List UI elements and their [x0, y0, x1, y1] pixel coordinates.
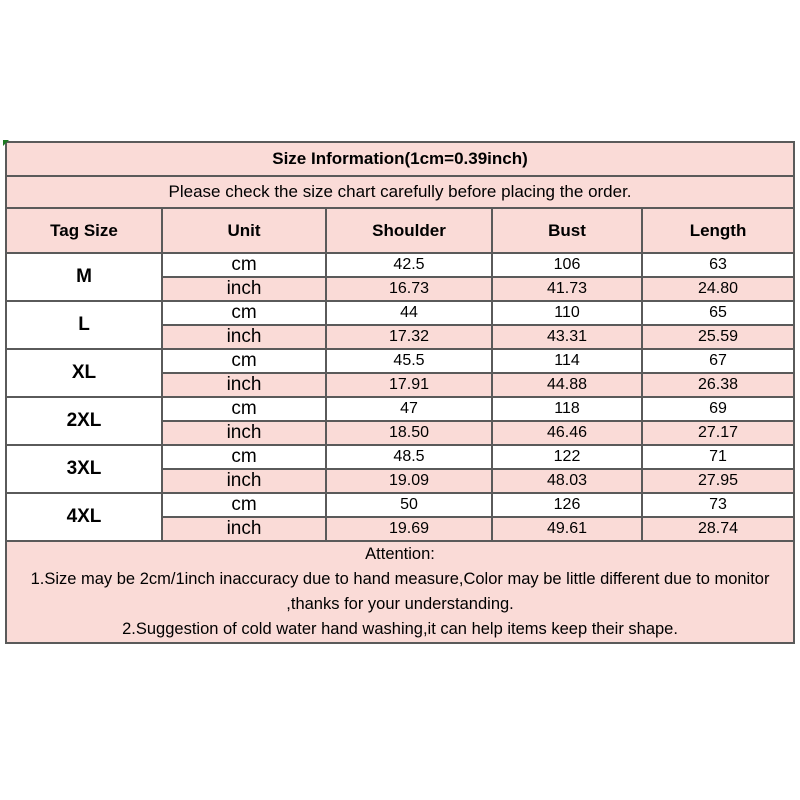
cell-4xl-length-inch: 28.74 [642, 517, 794, 541]
table-row [6, 253, 794, 277]
size-label-l: L [6, 301, 162, 349]
cell-xl-shoulder-inch: 17.91 [326, 373, 492, 397]
column-header-tag-size: Tag Size [6, 208, 162, 253]
corner-artifact [3, 140, 9, 146]
unit-cm-label: cm [162, 253, 326, 277]
unit-inch-label: inch [162, 325, 326, 349]
table-row [6, 493, 794, 517]
unit-inch-label: inch [162, 421, 326, 445]
cell-l-bust-inch: 43.31 [492, 325, 642, 349]
column-header-row [6, 208, 794, 253]
cell-m-bust-cm: 106 [492, 253, 642, 277]
cell-xl-length-cm: 67 [642, 349, 794, 373]
unit-cm-label: cm [162, 349, 326, 373]
cell-2xl-shoulder-cm: 47 [326, 397, 492, 421]
cell-l-length-cm: 65 [642, 301, 794, 325]
column-header-unit: Unit [162, 208, 326, 253]
unit-inch-label: inch [162, 277, 326, 301]
cell-m-bust-inch: 41.73 [492, 277, 642, 301]
unit-inch-label: inch [162, 373, 326, 397]
table-title: Size Information(1cm=0.39inch) [6, 142, 794, 176]
cell-4xl-shoulder-inch: 19.69 [326, 517, 492, 541]
cell-l-shoulder-cm: 44 [326, 301, 492, 325]
table-row [6, 301, 794, 325]
unit-cm-label: cm [162, 301, 326, 325]
cell-m-length-inch: 24.80 [642, 277, 794, 301]
table-row [6, 445, 794, 469]
attention-line: 1.Size may be 2cm/1inch inaccuracy due to hand measure,Color may be little different due to monitor [30, 570, 770, 588]
cell-m-length-cm: 63 [642, 253, 794, 277]
unit-cm-label: cm [162, 445, 326, 469]
size-label-2xl: 2XL [6, 397, 162, 445]
unit-inch-label: inch [162, 469, 326, 493]
cell-4xl-shoulder-cm: 50 [326, 493, 492, 517]
cell-xl-shoulder-cm: 45.5 [326, 349, 492, 373]
column-header-shoulder: Shoulder [326, 208, 492, 253]
cell-xl-bust-inch: 44.88 [492, 373, 642, 397]
cell-3xl-shoulder-inch: 19.09 [326, 469, 492, 493]
cell-3xl-bust-inch: 48.03 [492, 469, 642, 493]
table-row [6, 397, 794, 421]
table-row [6, 349, 794, 373]
size-label-xl: XL [6, 349, 162, 397]
attention-heading: Attention: [365, 545, 435, 563]
unit-cm-label: cm [162, 397, 326, 421]
cell-3xl-length-cm: 71 [642, 445, 794, 469]
attention-section [6, 541, 794, 643]
unit-inch-label: inch [162, 517, 326, 541]
cell-m-shoulder-cm: 42.5 [326, 253, 492, 277]
cell-l-shoulder-inch: 17.32 [326, 325, 492, 349]
cell-2xl-bust-cm: 118 [492, 397, 642, 421]
column-header-length: Length [642, 208, 794, 253]
cell-3xl-shoulder-cm: 48.5 [326, 445, 492, 469]
attention-row [6, 541, 794, 643]
subtitle-row [6, 176, 794, 208]
column-header-bust: Bust [492, 208, 642, 253]
size-label-m: M [6, 253, 162, 301]
cell-4xl-bust-cm: 126 [492, 493, 642, 517]
cell-m-shoulder-inch: 16.73 [326, 277, 492, 301]
cell-2xl-length-inch: 27.17 [642, 421, 794, 445]
size-label-4xl: 4XL [6, 493, 162, 541]
cell-3xl-bust-cm: 122 [492, 445, 642, 469]
table-subtitle: Please check the size chart carefully before placing the order. [6, 176, 794, 208]
cell-2xl-length-cm: 69 [642, 397, 794, 421]
cell-3xl-length-inch: 27.95 [642, 469, 794, 493]
unit-cm-label: cm [162, 493, 326, 517]
cell-4xl-bust-inch: 49.61 [492, 517, 642, 541]
size-label-3xl: 3XL [6, 445, 162, 493]
cell-l-length-inch: 25.59 [642, 325, 794, 349]
attention-line: 2.Suggestion of cold water hand washing,it can help items keep their shape. [122, 620, 678, 638]
cell-xl-bust-cm: 114 [492, 349, 642, 373]
attention-line: ,thanks for your understanding. [286, 595, 514, 613]
cell-2xl-bust-inch: 46.46 [492, 421, 642, 445]
size-table [5, 141, 795, 644]
cell-xl-length-inch: 26.38 [642, 373, 794, 397]
cell-4xl-length-cm: 73 [642, 493, 794, 517]
cell-2xl-shoulder-inch: 18.50 [326, 421, 492, 445]
title-row [6, 142, 794, 176]
cell-l-bust-cm: 110 [492, 301, 642, 325]
